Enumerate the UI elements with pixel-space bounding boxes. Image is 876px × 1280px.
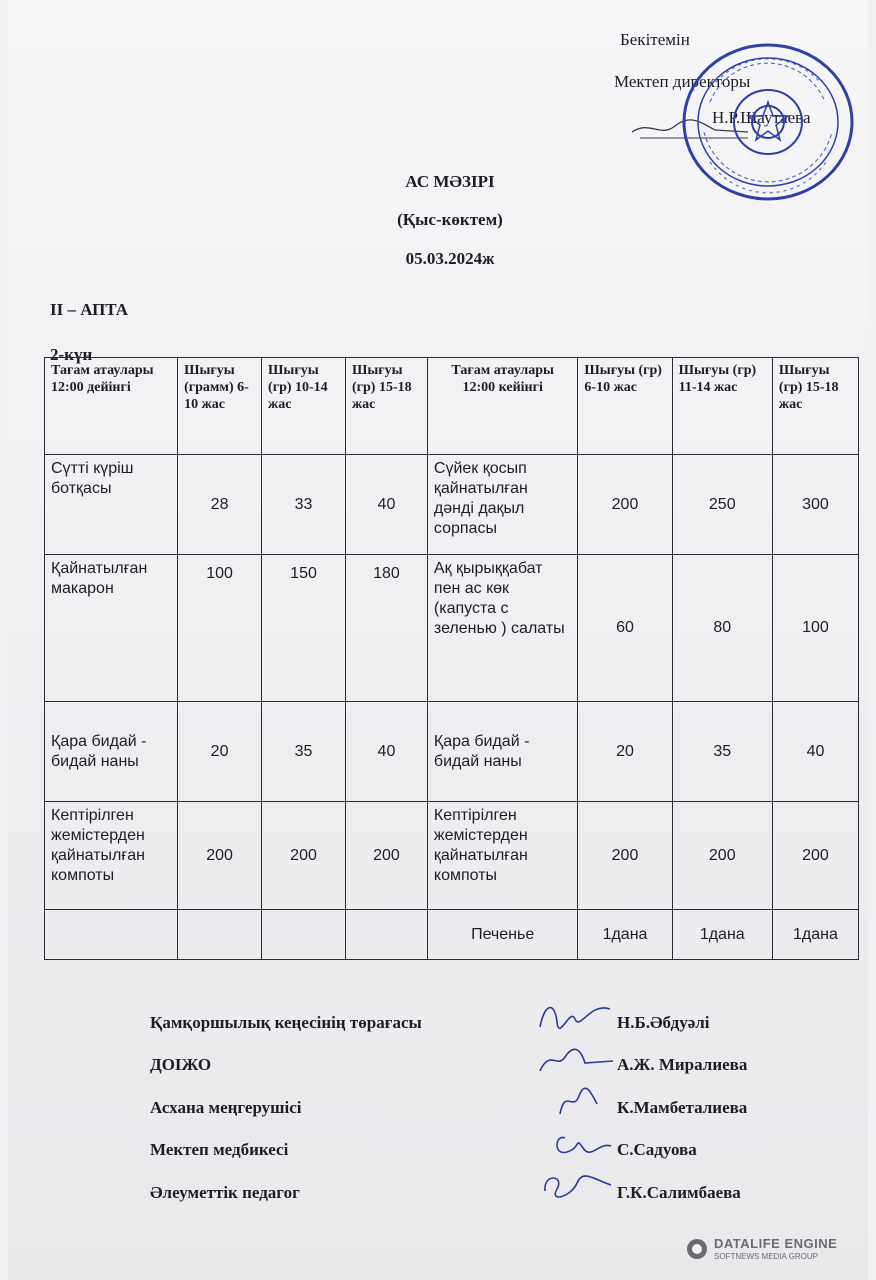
portion-cell: 250 (672, 455, 772, 555)
column-header: Шығуы (гр) 6-10 жас (578, 358, 672, 455)
portion-cell: 35 (262, 702, 346, 802)
dish-before-noon: Сүтті күріш ботқасы (45, 455, 178, 555)
signature-row (150, 1140, 850, 1170)
portion-cell: 1дана (772, 910, 858, 960)
portion-cell: 200 (578, 802, 672, 910)
approval-label: Бекітемін (620, 30, 690, 49)
signature-name: Г.К.Салимбаева (617, 1183, 741, 1202)
watermark-sub: SOFTNEWS MEDIA GROUP (714, 1252, 819, 1261)
signature-row (150, 1055, 850, 1085)
portion-cell: 40 (772, 702, 858, 802)
menu-table (44, 357, 859, 960)
signature-role: Мектеп медбикесі (150, 1140, 289, 1159)
dish-after-noon: Қара бидай - бидай наны (427, 702, 578, 802)
signature-scribble (535, 1124, 615, 1164)
signature-row (150, 1013, 850, 1043)
dish-before-noon: Қайнатылған макарон (45, 555, 178, 702)
portion-cell: 200 (178, 802, 262, 910)
signature-row (150, 1183, 850, 1213)
signature-row (150, 1098, 850, 1128)
portion-cell: 20 (178, 702, 262, 802)
signature-role: ДОІЖО (150, 1055, 212, 1074)
portion-cell: 200 (262, 802, 346, 910)
portion-cell: 200 (672, 802, 772, 910)
dish-after-noon: Сүйек қосып қайнатылған дәнді дақыл сорпасы (427, 455, 578, 555)
signature-role: Асхана меңгерушісі (150, 1098, 302, 1117)
dish-before-noon: Кептірілген жемістерден қайнатылған компоты (45, 802, 178, 910)
dish-after-noon: Кептірілген жемістерден қайнатылған компоты (427, 802, 578, 910)
datalife-logo-icon (686, 1238, 708, 1260)
column-header: Тағам атаулары 12:00 кейінгі (427, 358, 578, 455)
signature-scribble (535, 1039, 615, 1079)
column-header: Шығуы (гр) 15-18 жас (772, 358, 858, 455)
portion-cell: 35 (672, 702, 772, 802)
portion-cell (178, 910, 262, 960)
dish-after-noon: Ақ қырыққабат пен ас көк (капуста с зеленью ) салаты (427, 555, 578, 702)
director-name: Н.Р.Шаутаева (712, 108, 811, 127)
signature-scribble (535, 1167, 615, 1207)
week-label: ІІ – АПТА (50, 300, 129, 319)
dish-after-noon: Печенье (427, 910, 578, 960)
signature-name: К.Мамбеталиева (617, 1098, 748, 1117)
portion-cell: 20 (578, 702, 672, 802)
portion-cell: 1дана (672, 910, 772, 960)
portion-cell (262, 910, 346, 960)
portion-cell: 180 (346, 555, 428, 702)
day-label: 2-күн (50, 345, 93, 364)
official-stamp (680, 42, 855, 202)
watermark-main: DATALIFE ENGINE (714, 1236, 838, 1251)
table-row (45, 910, 859, 960)
portion-cell: 80 (672, 555, 772, 702)
table-row (45, 455, 859, 555)
column-header: Шығуы (гр) 11-14 жас (672, 358, 772, 455)
page-title: АС МӘЗІРІ (405, 172, 495, 191)
table-header-row (45, 358, 859, 455)
portion-cell: 60 (578, 555, 672, 702)
season-label: (Қыс-көктем) (397, 210, 503, 229)
portion-cell: 100 (772, 555, 858, 702)
portion-cell (346, 910, 428, 960)
portion-cell: 40 (346, 455, 428, 555)
date-label: 05.03.2024ж (405, 249, 495, 268)
portion-cell: 200 (772, 802, 858, 910)
signature-role: Қамқоршылық кеңесінің төрағасы (150, 1013, 422, 1032)
signature-scribble (535, 1082, 615, 1122)
portion-cell: 28 (178, 455, 262, 555)
column-header: Шығуы (гр) 15-18 жас (346, 358, 428, 455)
director-label: Мектеп директоры (614, 72, 751, 91)
signature-scribble (535, 997, 615, 1037)
table-row (45, 555, 859, 702)
portion-cell: 200 (578, 455, 672, 555)
portion-cell: 1дана (578, 910, 672, 960)
portion-cell: 300 (772, 455, 858, 555)
dish-before-noon: Қара бидай - бидай наны (45, 702, 178, 802)
signature-name: Н.Б.Әбдуәлі (617, 1013, 710, 1032)
portion-cell: 150 (262, 555, 346, 702)
table-row (45, 702, 859, 802)
portion-cell: 40 (346, 702, 428, 802)
dish-before-noon (45, 910, 178, 960)
portion-cell: 100 (178, 555, 262, 702)
portion-cell: 33 (262, 455, 346, 555)
table-row (45, 802, 859, 910)
portion-cell: 200 (346, 802, 428, 910)
signature-role: Әлеуметтік педагог (150, 1183, 300, 1202)
signature-name: А.Ж. Миралиева (617, 1055, 748, 1074)
column-header: Шығуы (гр) 10-14 жас (262, 358, 346, 455)
column-header: Тағам атаулары 12:00 дейінгі (45, 358, 178, 455)
signature-name: С.Садуова (617, 1140, 697, 1159)
column-header: Шығуы (грамм) 6-10 жас (178, 358, 262, 455)
